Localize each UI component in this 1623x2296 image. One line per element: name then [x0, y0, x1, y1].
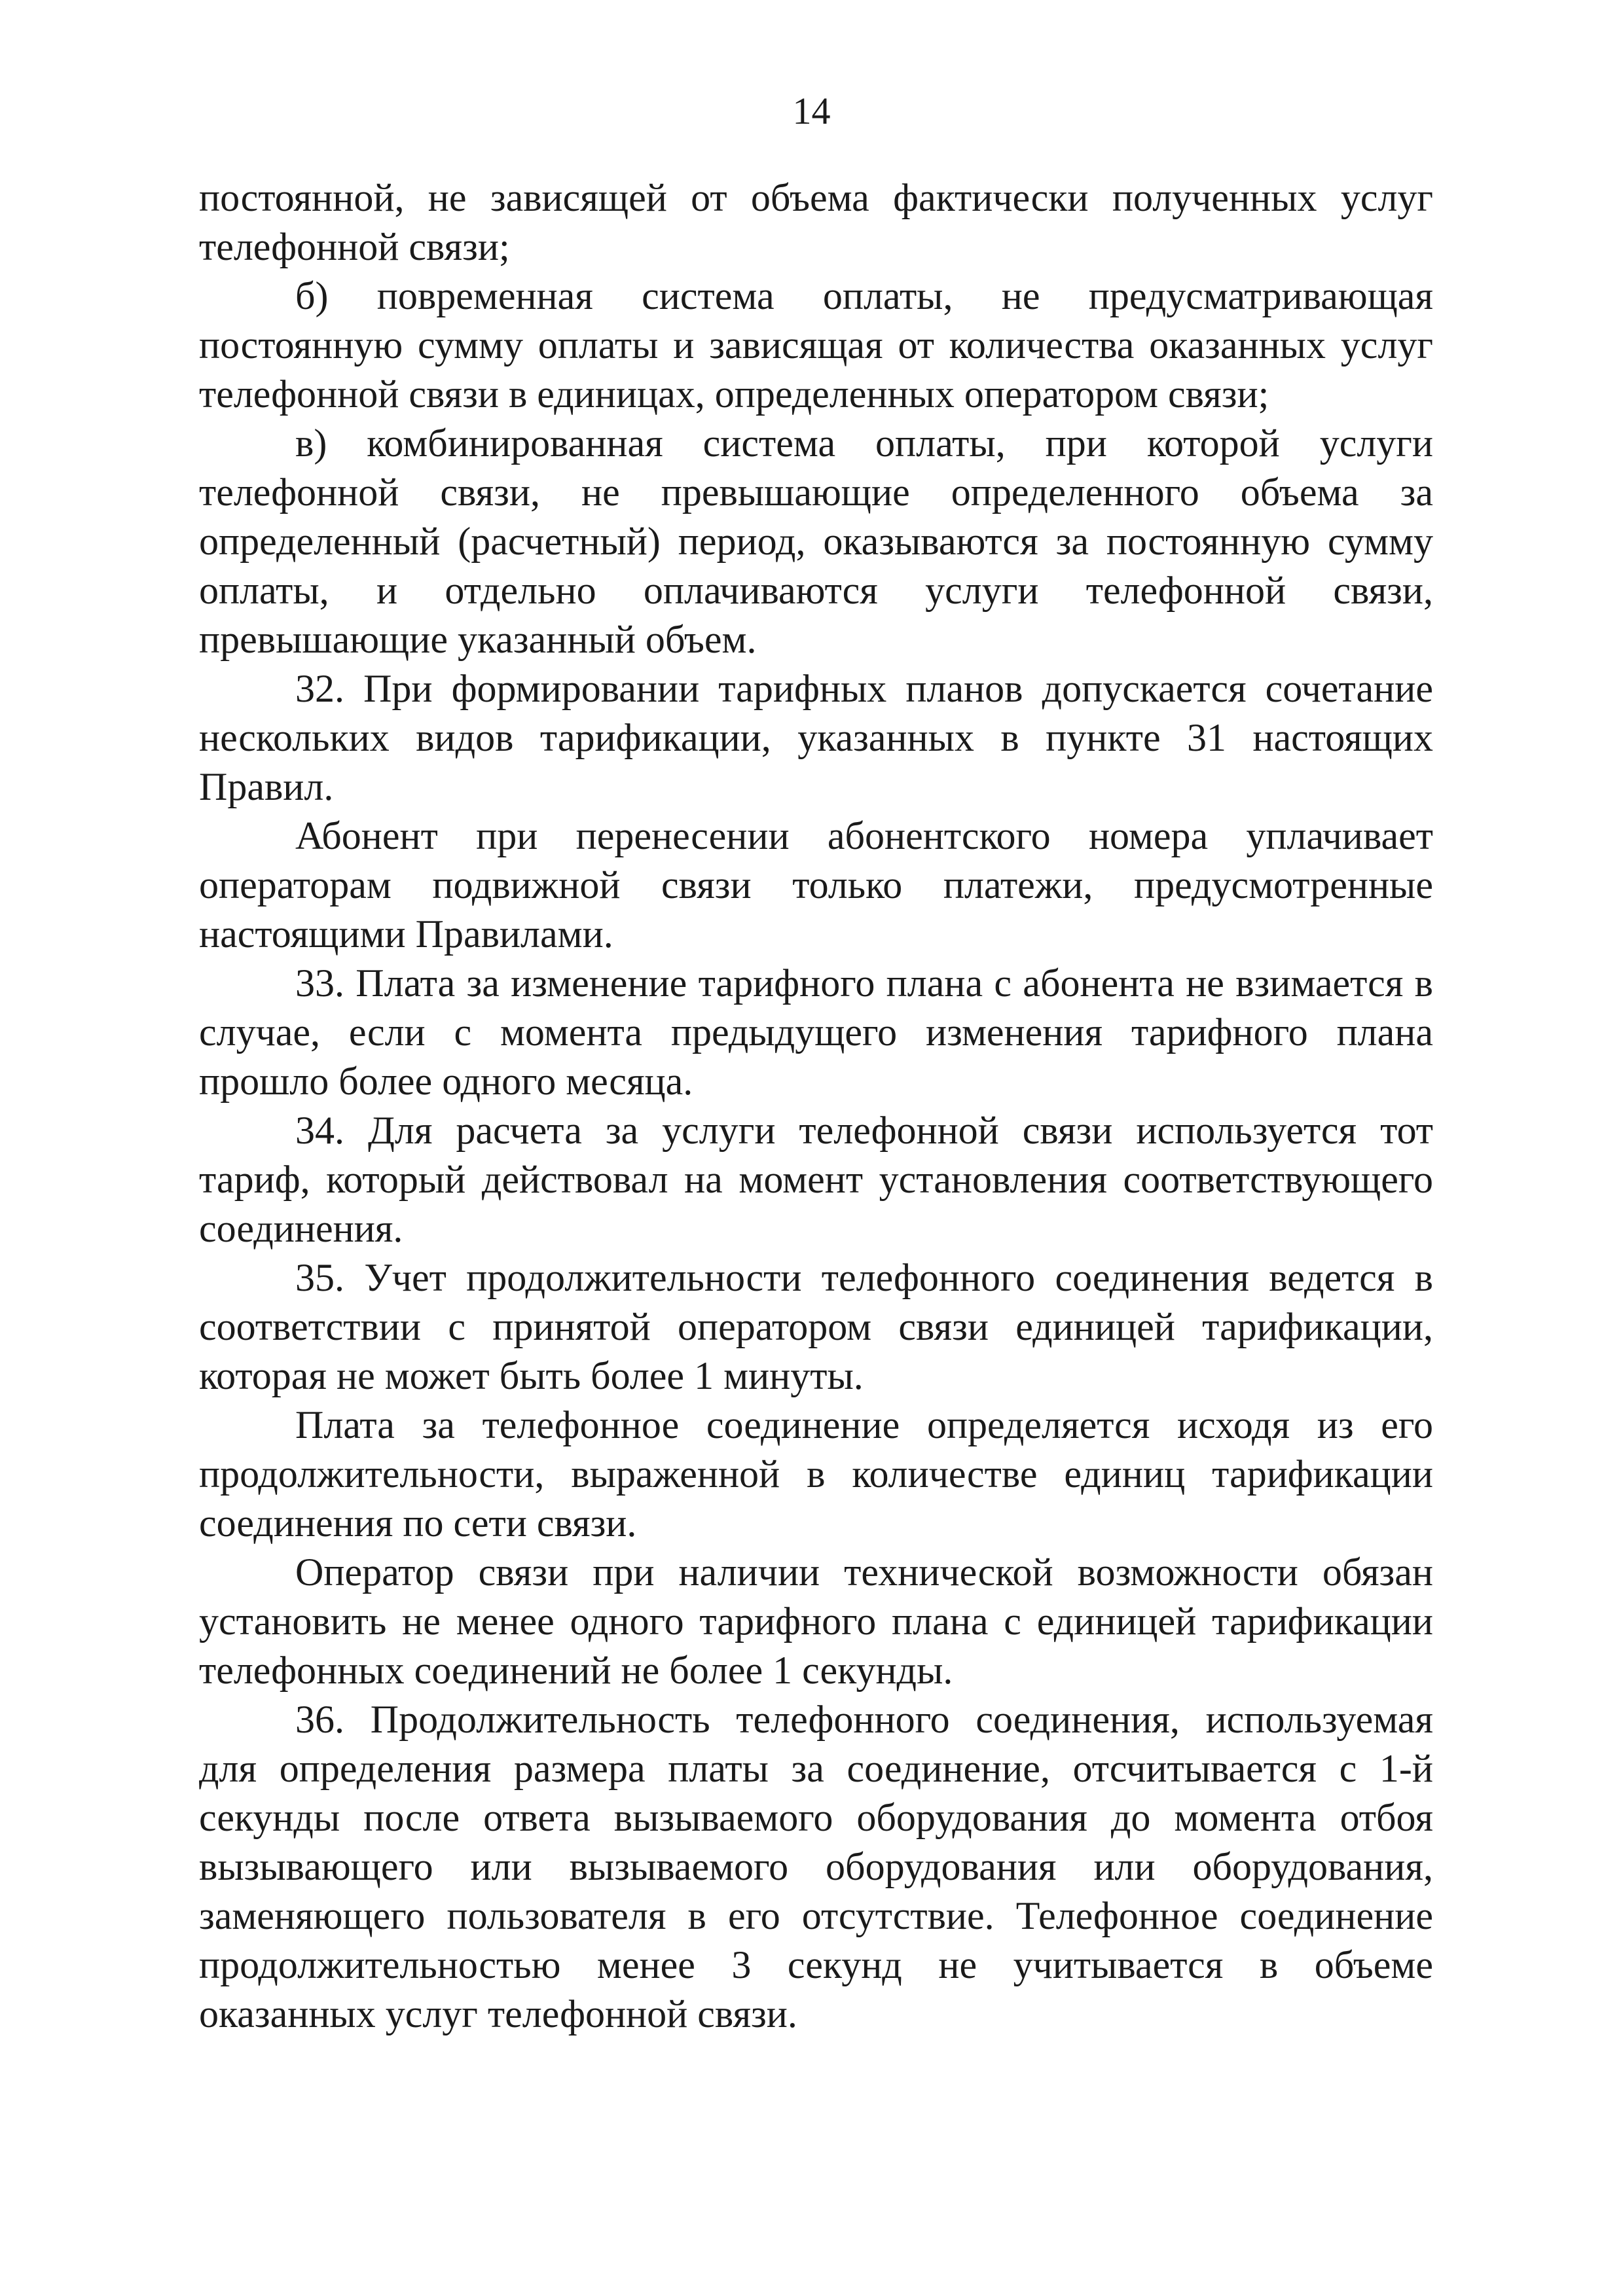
paragraph-subscriber-porting: Абонент при перенесении абонентского номера уплачивает операторам подвижной связи только платежи, предусмотренные настоящими Правилами. — [199, 814, 1433, 956]
paragraph-item-v: в) комбинированная система оплаты, при которой услуги телефонной связи, не превышающие определенного объема за определенный (расчетный) период, оказываются за постоянную сумму оплаты, и отдельно оплачиваются услуги телефонной связи, превышающие указанный объем. — [199, 422, 1433, 661]
paragraph-operator-obligation: Оператор связи при наличии технической возможности обязан установить не менее одного тарифного плана с единицей тарификации телефонных соединений не более 1 секунды. — [199, 1551, 1433, 1692]
paragraph-clause-32: 32. При формировании тарифных планов допускается сочетание нескольких видов тарификации, указанных в пункте 31 настоящих Правил. — [199, 667, 1433, 808]
paragraph-clause-35: 35. Учет продолжительности телефонного соединения ведется в соответствии с принятой оператором связи единицей тарификации, которая не может быть более 1 минуты. — [199, 1256, 1433, 1397]
paragraph-item-b: б) повременная система оплаты, не предусматривающая постоянную сумму оплаты и зависящая от количества оказанных услуг телефонной связи в единицах, определенных оператором связи; — [199, 274, 1433, 416]
paragraph-clause-34: 34. Для расчета за услуги телефонной связи используется тот тариф, который действовал на момент установления соответствующего соединения. — [199, 1109, 1433, 1250]
paragraph-continuation: постоянной, не зависящей от объема фактически полученных услуг телефонной связи; — [199, 176, 1433, 268]
paragraph-clause-36: 36. Продолжительность телефонного соединения, используемая для определения размера платы за соединение, отсчитывается с 1-й секунды после ответа вызываемого оборудования до момента отбоя вызывающего или вызываемого оборудования или оборудования, заменяющего пользователя в его отсутствие. Телефонное соединение продолжительностью менее 3 секунд не учитывается в объеме оказанных услуг телефонной связи. — [199, 1698, 1433, 2036]
paragraph-clause-33: 33. Плата за изменение тарифного плана с абонента не взимается в случае, если с момента предыдущего изменения тарифного плана прошло более одного месяца. — [199, 961, 1433, 1103]
document-body — [199, 173, 1433, 2039]
paragraph-connection-fee: Плата за телефонное соединение определяется исходя из его продолжительности, выраженной в количестве единиц тарификации соединения по сети связи. — [199, 1403, 1433, 1545]
page-number: 14 — [792, 90, 831, 132]
